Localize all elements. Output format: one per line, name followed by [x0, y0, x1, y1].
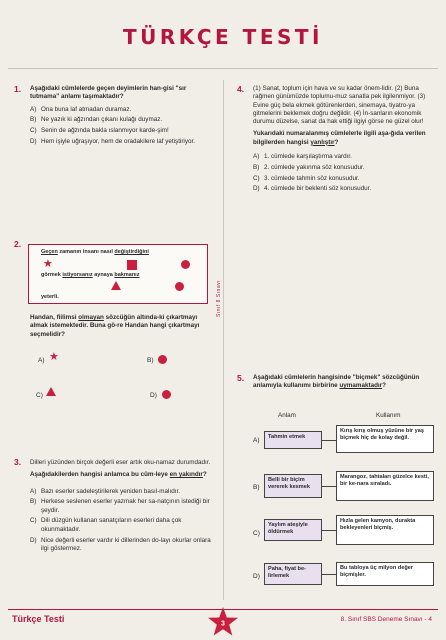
sticker-figure	[28, 244, 208, 304]
option-a[interactable]: A) Bazı eserler sadeleştirilerek yeniden basıl-malıdır.	[30, 487, 180, 495]
question-3-passage: Dilleri yüzünden birçok değerli eser artık oku-namaz durumdadır.	[30, 459, 211, 466]
choice-b-label: B)	[147, 357, 154, 364]
row-b-meaning[interactable]: Belli bir biçim vererek kesmek	[264, 474, 322, 498]
row-b-connector	[322, 486, 336, 487]
question-number-1: 1.	[14, 84, 22, 94]
column-header-kullanim: Kullanım	[376, 412, 401, 419]
question-number-2: 2.	[14, 239, 22, 249]
choice-a-label: A)	[38, 357, 45, 364]
star-sticker-icon: ★	[43, 258, 53, 270]
row-c-meaning[interactable]: Yaylım ateşiyle öldürmek	[264, 519, 322, 541]
option-d[interactable]: D) Hem işiyle uğraşıyor, hem de oradakilere laf yetiştiriyor.	[30, 137, 195, 145]
row-c-connector	[322, 530, 336, 531]
option-d[interactable]: D) Nice değerli eserler vardır ki dillerinden do-layı okurlar onlara ilgi göstermez.	[30, 536, 211, 552]
choice-d-circle-icon[interactable]	[162, 390, 171, 399]
option-a[interactable]: A) 1. cümlede karşılaştırma vardır.	[253, 153, 352, 161]
footer-test-name: Türkçe Testi	[12, 614, 65, 624]
page-number: 3	[221, 620, 225, 628]
row-d-label: D)	[253, 573, 260, 580]
question-1-stem: Aşağıdaki cümlelerde geçen deyimlerin han-gisi "sır tutmama" anlamı taşımaktadır?	[30, 85, 187, 101]
circle-sticker-icon-2	[175, 282, 184, 291]
column-header-anlam: Anlam	[278, 412, 296, 419]
row-b-label: B)	[253, 484, 260, 491]
choice-c-triangle-icon[interactable]	[46, 387, 56, 396]
circle-sticker-icon	[181, 260, 190, 269]
option-a[interactable]: A) Ona buna laf atmadan duramaz.	[30, 105, 132, 113]
row-a-usage[interactable]: Kırış kırış olmuş yüzüne bir yaş biçmek hiç de kolay değil.	[336, 425, 434, 453]
question-4-stem: Yukarıdaki numaralanmış cümlelerle ilgili aşa-ğıda verilen bilgilerden hangisi yanlıştır?	[253, 130, 426, 146]
triangle-sticker-icon	[111, 281, 121, 290]
question-3-options	[30, 488, 215, 554]
question-number-3: 3.	[14, 457, 22, 467]
option-c[interactable]: C) Senin de ağzında bakla ıslanmıyor karde-şim!	[30, 127, 169, 135]
page-header	[0, 24, 446, 50]
option-b[interactable]: B) 2. cümlede yakınma söz konusudur.	[253, 163, 365, 171]
row-d-connector	[322, 574, 336, 575]
row-d-usage[interactable]: Bu tabloya üç milyon değer biçmişler.	[336, 562, 434, 586]
question-4	[253, 85, 437, 196]
figure-line-3: yeterli.	[41, 294, 59, 300]
column-divider	[223, 80, 224, 600]
row-a-label: A)	[253, 437, 260, 444]
question-1	[30, 85, 215, 149]
row-a-meaning[interactable]: Tahmin etmek	[264, 431, 322, 449]
choice-d-label: D)	[150, 392, 157, 399]
square-sticker-icon	[127, 260, 137, 270]
choice-c-label: C)	[36, 392, 43, 399]
page-title: TÜRKÇE TESTİ	[123, 25, 323, 49]
spine-label: Sınıf 8 Sınavı	[216, 280, 222, 318]
footer-exam-name: 8. Sınıf SBS Deneme Sınavı - 4	[340, 616, 432, 623]
figure-line-1: Geçen zamanın insanı nasıl değiştirdiğini	[41, 249, 149, 255]
row-c-usage[interactable]: Hızla gelen kamyon, durakta bekleyenleri biçmiş.	[336, 515, 434, 545]
choice-b-circle-icon[interactable]	[158, 355, 167, 364]
question-1-options	[30, 106, 215, 147]
row-b-usage[interactable]: Marangoz, tahtaları güzelce kesti, bir ke-nara sıraladı.	[336, 471, 434, 501]
option-c[interactable]: C) 3. cümlede tahmin söz konusudur.	[253, 174, 360, 182]
page-number-star-icon	[207, 606, 239, 638]
question-4-passage: (1) Sanat, toplum için hava ve su kadar önem-lidir. (2) Buna rağmen günümüzde toplumu-muz sanatla pek ilgilenmiyor. (3) Evine güç bela ekmek götürenlerden, sinemaya, tiyatro-ya gitmelerini beklemek doğru değildir. (4) İn-sanların ekonomik durumu düzelse, sanat da hak ettiği ilgiyi görse ne güzel olur!	[253, 85, 426, 126]
figure-line-2: görmek istiyorsanız aynaya bakmanız	[41, 272, 140, 278]
option-b[interactable]: B) Ne yazık ki ağzından çıkanı kulağı duymaz.	[30, 116, 163, 124]
choice-a-star-icon[interactable]: ★	[49, 351, 59, 363]
option-b[interactable]: B) Herkese seslenen eserler yazmak her sa-natçının istediği bir şeydir.	[30, 498, 210, 514]
question-2	[30, 314, 215, 339]
option-c[interactable]: C) Dili düzgün kullanan sanatçıların eserleri daha çok okunmaktadır.	[30, 517, 182, 533]
question-3-stem: Aşağıdakilerden hangisi anlamca bu cüm-leye en yakındır?	[30, 471, 207, 479]
question-number-4: 4.	[237, 84, 245, 94]
option-d[interactable]: D) 4. cümlede bir beklenti söz konusudur.	[253, 185, 372, 193]
row-c-label: C)	[253, 530, 260, 537]
question-2-stem: Handan, fiilimsi olmayan sözcüğün altında-ki çıkartmayı almak istemektedir. Buna gö-re Handan hangi çıkartmayı seçmelidir?	[30, 314, 200, 338]
question-3	[30, 459, 215, 556]
question-4-options	[253, 153, 437, 194]
question-number-5: 5.	[237, 373, 245, 383]
question-5	[253, 374, 437, 391]
question-5-stem: Aşağıdaki cümlelerin hangisinde "biçmek" sözcüğünün anlamıyla kullanımı birbirine uymamaktadır?	[253, 374, 420, 390]
header-rule	[8, 68, 438, 69]
row-d-meaning[interactable]: Paha, fiyat be-lirlemek	[264, 563, 322, 585]
row-a-connector	[322, 440, 336, 441]
